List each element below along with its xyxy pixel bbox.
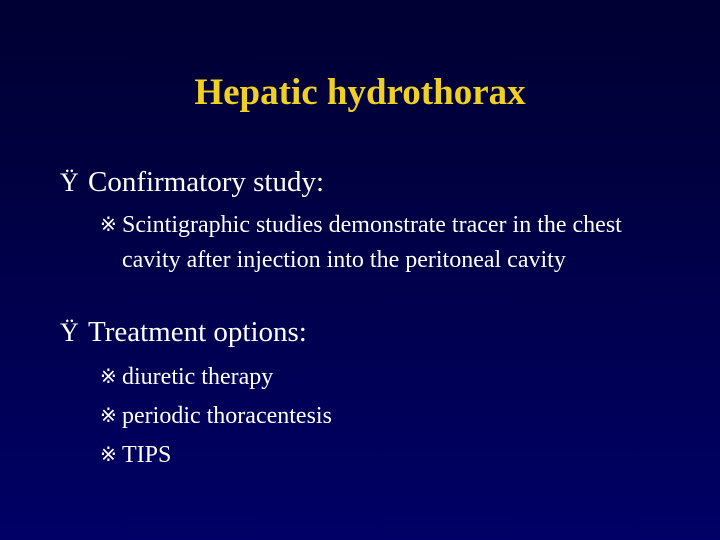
- list-item-text: diuretic therapy: [122, 364, 274, 390]
- slide-title: Hepatic hydrothorax: [194, 72, 526, 113]
- list-item-text: Scintigraphic studies demonstrate tracer in the chest cavity after injection into the peritoneal cavity: [122, 212, 622, 273]
- list-item-text: TIPS: [122, 442, 172, 468]
- level2-bullet-icon: ※: [100, 444, 117, 466]
- level1-bullet-icon: Ÿ: [60, 318, 79, 347]
- list-item-thoracentesis: [100, 399, 332, 434]
- list-item-scintigraphic: [100, 208, 660, 273]
- section-heading-treatment: [60, 318, 307, 347]
- level2-bullet-icon: ※: [100, 214, 117, 236]
- list-item-diuretic: [100, 360, 273, 395]
- section-heading-confirmatory: [60, 168, 324, 197]
- section-heading-text: Treatment options:: [88, 316, 307, 348]
- section-heading-text: Confirmatory study:: [88, 166, 325, 198]
- level2-bullet-icon: ※: [100, 405, 117, 427]
- level2-bullet-icon: ※: [100, 366, 117, 388]
- list-item-text: periodic thoracentesis: [122, 403, 332, 429]
- list-item-tips: [100, 438, 171, 473]
- level1-bullet-icon: Ÿ: [60, 168, 79, 197]
